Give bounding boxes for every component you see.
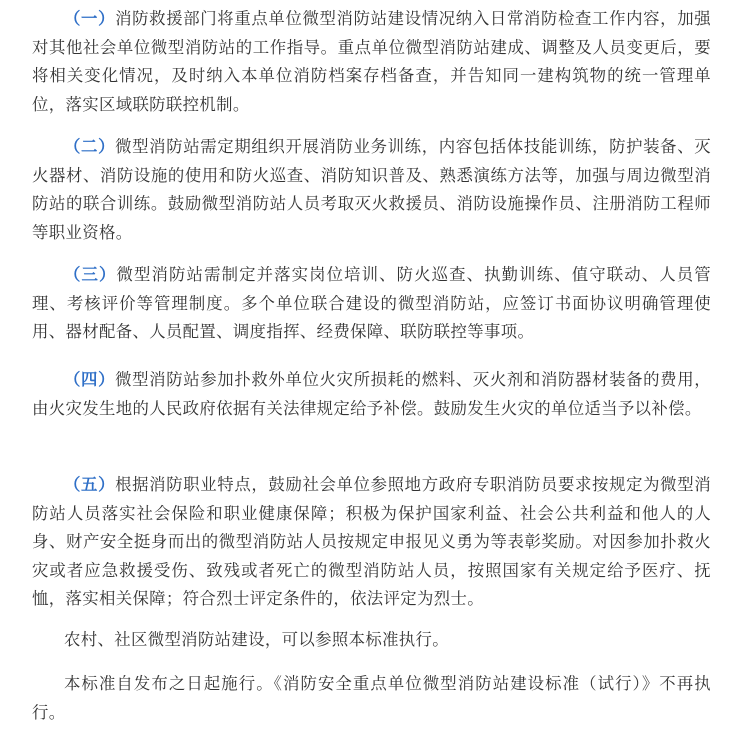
paragraph-5-number: （五）: [64, 475, 116, 494]
paragraph-5: [32, 471, 711, 614]
closing-rural-community: 农村、社区微型消防站建设，可以参照本标准执行。: [64, 630, 450, 649]
paragraph-1-number: （一）: [64, 9, 116, 28]
paragraph-4: [32, 366, 711, 423]
paragraph-2-text: 微型消防站需定期组织开展消防业务训练，内容包括体技能训练，防护装备、灭火器材、消防设施的使用和防火巡查、消防知识普及、熟悉演练方法等，加强与周边微型消防站的联合训练。鼓励微型消防站人员考取灭火救援员、消防设施操作员、注册消防工程师等职业资格。: [32, 137, 711, 242]
paragraph-4-number: （四）: [64, 370, 116, 389]
closing-effective-date: 本标准自发布之日起施行。《消防安全重点单位微型消防站建设标准（试行）》不再执行。: [32, 674, 711, 722]
paragraph-3: [32, 261, 711, 347]
paragraph-3-text: 微型消防站需制定并落实岗位培训、防火巡查、执勤训练、值守联动、人员管理、考核评价等管理制度。多个单位联合建设的微型消防站，应签订书面协议明确管理使用、器材配备、人员配置、调度指挥、经费保障、联防联控等事项。: [32, 265, 711, 341]
paragraph-5-text: 根据消防职业特点，鼓励社会单位参照地方政府专职消防员要求按规定为微型消防站人员落实社会保险和职业健康保障；积极为保护国家利益、社会公共利益和他人的人身、财产安全挺身而出的微型消防站人员按规定申报见义勇为等表彰奖励。对因参加扑救火灾或者应急救援受伤、致残或者死亡的微型消防站人员，按照国家有关规定给予医疗、抚恤，落实相关保障；符合烈士评定条件的，依法评定为烈士。: [32, 475, 711, 608]
paragraph-4-text: 微型消防站参加扑救外单位火灾所损耗的燃料、灭火剂和消防器材装备的费用，由火灾发生地的人民政府依据有关法律规定给予补偿。鼓励发生火灾的单位适当予以补偿。: [32, 370, 711, 418]
paragraph-2: [32, 133, 711, 247]
paragraph-3-number: （三）: [64, 265, 117, 284]
paragraph-1-text: 消防救援部门将重点单位微型消防站建设情况纳入日常消防检查工作内容，加强对其他社会单位微型消防站的工作指导。重点单位微型消防站建成、调整及人员变更后，要将相关变化情况，及时纳入本单位消防档案存档备查，并告知同一建构筑物的统一管理单位，落实区域联防联控机制。: [32, 9, 711, 114]
paragraph-2-number: （二）: [64, 137, 116, 156]
paragraph-1: [32, 5, 711, 119]
